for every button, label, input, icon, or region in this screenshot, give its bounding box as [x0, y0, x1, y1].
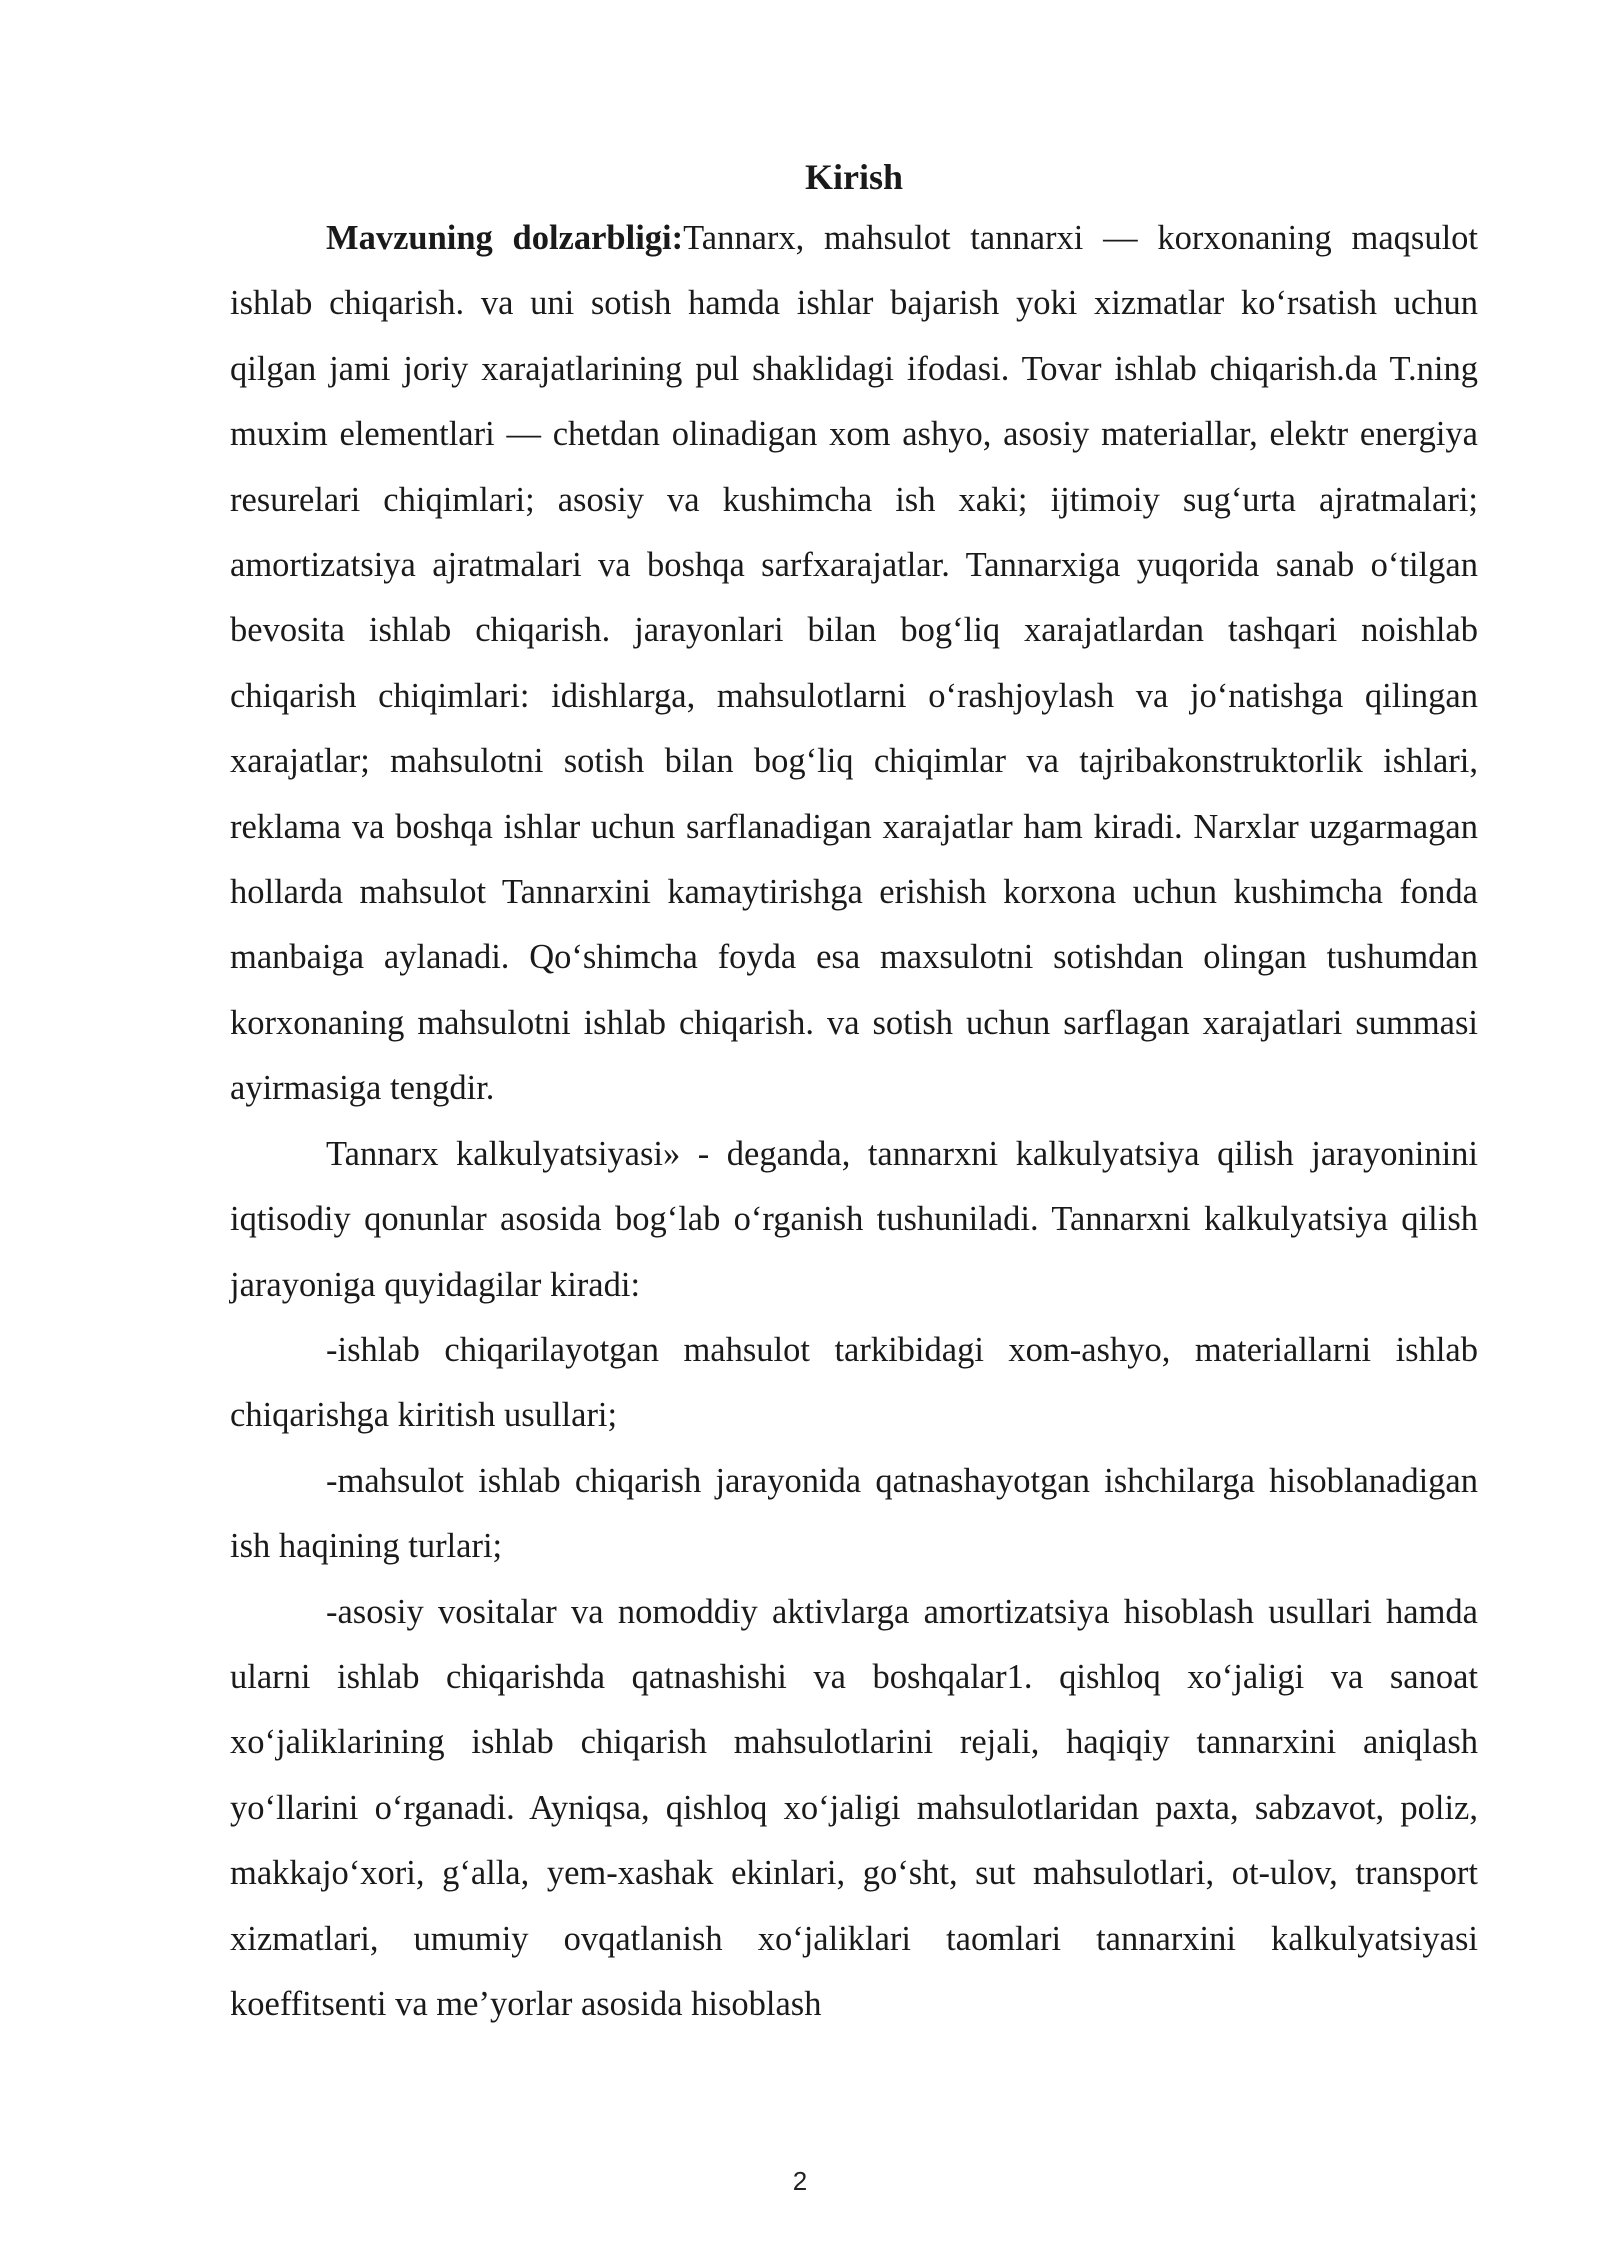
- intro-lead: Mavzuning dolzarbligi:: [326, 219, 684, 257]
- document-page: [230, 148, 1478, 2037]
- intro-paragraph: [230, 206, 1478, 1122]
- list-item-raw-materials: -ishlab chiqarilayotgan mahsulot tarkibidagi xom-ashyo, materiallarni ishlab chiqarishga kiritish usullari;: [230, 1330, 1478, 1435]
- page-title: Kirish: [804, 157, 903, 197]
- list-item-wages: -mahsulot ishlab chiqarish jarayonida qatnashayotgan ishchilarga hisoblanadigan ish haqining turlari;: [230, 1461, 1478, 1566]
- page-number: 2: [792, 2166, 808, 2196]
- calculation-paragraph: Tannarx kalkulyatsiyasi» - deganda, tannarxni kalkulyatsiya qilish jarayoninini iqtisodiy qonunlar asosida bog‘lab o‘rganish tushuniladi. Tannarxni kalkulyatsiya qilish jarayoniga quyidagilar kiradi:: [230, 1134, 1478, 1304]
- intro-text: Tannarx, mahsulot tannarxi — korxonaning maqsulot ishlab chiqarish. va uni sotish hamda ishlar bajarish yoki xizmatlar ko‘rsatish uchun qilgan jami joriy xarajatlarining pul shaklidagi ifodasi. Tovar ishlab chiqarish.da T.ning muxim elementlari — chetdan olinadigan xom ashyo, asosiy materiallar, elektr energiya resurelari chiqimlari; asosiy va kushimcha ish xaki; ijtimoiy sug‘urta ajratmalari; amortizatsiya ajratmalari va boshqa sarfxarajatlar. Tannarxiga yuqorida sanab o‘tilgan bevosita ishlab chiqarish. jarayonlari bilan bog‘liq xarajatlardan tashqari noishlab chiqarish chiqimlari: idishlarga, mahsulotlarni o‘rashjoylash va jo‘natishga qilingan xarajatlar; mahsulotni sotish bilan bog‘liq chiqimlar va tajribakonstruktorlik ishlari, reklama va boshqa ishlar uchun sarflanadigan xarajatlar ham kiradi. Narxlar uzgarmagan hollarda mahsulot Tannarxini kamaytirishga erishish korxona uchun kushimcha fonda manbaiga aylanadi. Qo‘shimcha foyda esa maxsulotni sotishdan olingan tushumdan korxonaning mahsulotni ishlab chiqarish. va sotish uchun sarflagan xarajatlari summasi ayirmasiga tengdir.: [230, 219, 1478, 1108]
- list-item-amortization: -asosiy vositalar va nomoddiy aktivlarga amortizatsiya hisoblash usullari hamda ularni ishlab chiqarishda qatnashishi va boshqalar1. qishloq xo‘jaligi va sanoat xo‘jaliklarining ishlab chiqarish mahsulotlarini rejali, haqiqiy tannarxini aniqlash yo‘llarini o‘rganadi. Ayniqsa, qishloq xo‘jaligi mahsulotlaridan paxta, sabzavot, poliz, makkajo‘xori, g‘alla, yem-xashak ekinlari, go‘sht, sut mahsulotlari, ot-ulov, transport xizmatlari, umumiy ovqatlanish xo‘jaliklari taomlari tannarxini kalkulyatsiyasi koeffitsenti va me’yorlar asosida hisoblash: [230, 1592, 1478, 2023]
